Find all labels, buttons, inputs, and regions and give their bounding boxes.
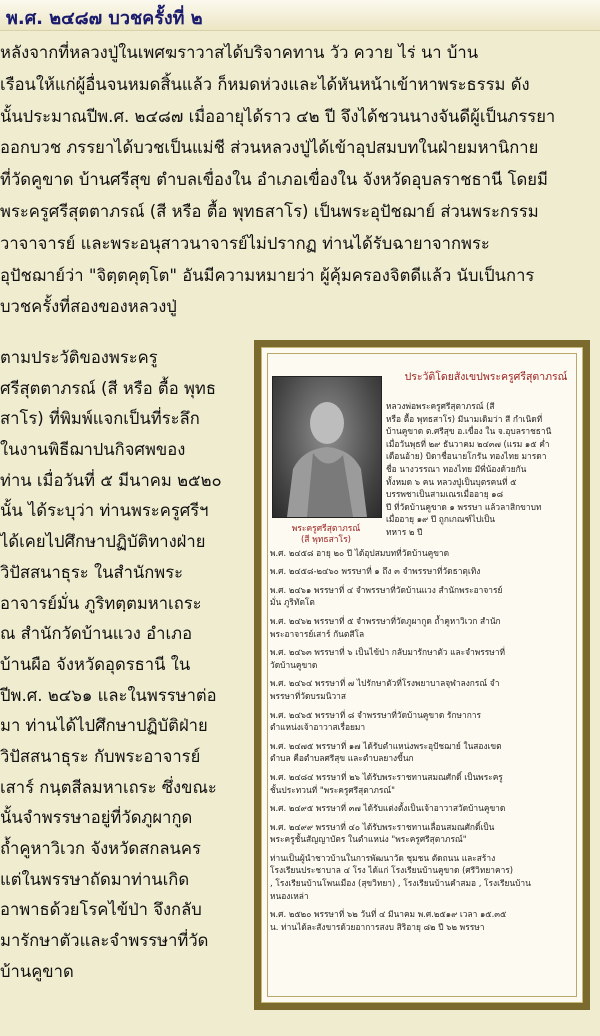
history-text-line: ปีพ.ศ. ๒๔๖๑ และในพรรษาต่อ [0, 685, 217, 705]
clipping-entry-line: พ.ศ. ๒๔๖๔ พรรษาที่ ๗ ไปรักษาตัวที่โรงพยาบาลจุฬาลงกรณ์ จำ [270, 678, 500, 689]
clipping-bio-line: ชื่อ นางวรรณา ทองไทย มีพี่น้องด้วยกัน [386, 463, 527, 474]
history-text-line: อาพาธด้วยโรคไข้ป่า จึงกลับ [0, 900, 202, 920]
clipping-entry-line: น. ท่านได้ละสังขารด้วยอาการสงบ สิริอายุ ๘๒ ปี ๖๒ พรรษา [270, 921, 485, 932]
clipping-bio-line: หรือ ตื้อ พุทธสาโร) มีนามเดิมว่า สี กำเนิดที่ [386, 413, 543, 424]
clipping-entry-line: พระอาจารย์เสาร์ กันตสีโล [270, 628, 365, 639]
clipping-bio-line: เมื่ออายุ ๑๙ ปี ถูกเกณฑ์ไปเป็น [386, 514, 496, 525]
history-text-line: ศรีสุตตาภรณ์ (สี หรือ ตื้อ พุทธ [0, 378, 216, 398]
clipping-entry-line: พ.ศ. ๒๔๕๘ อายุ ๒๐ ปี ได้อุปสมบทที่วัดบ้านคูขาด [270, 547, 450, 558]
intro-text-line: วาจาจารย์ และพระอนุสาวนาจารย์ไม่ปรากฏ ท่านได้รับฉายาจากพระ [0, 233, 490, 253]
clipping-entry-line: พ.ศ. ๒๔๗๕ พรรษาที่ ๑๗ ได้รับตำแหน่งพระอุปัชฌาย์ ในสองเขต [270, 740, 502, 751]
page-title: พ.ศ. ๒๔๘๗ บวชครั้งที่ ๒ [6, 8, 203, 29]
clipping-bio-line: บ้านคูขาด ต.ศรีสุข อ.เขื่อง ใน จ.อุบลราชธานี [386, 426, 552, 437]
history-text-line: ตามประวัติของพระครู [0, 348, 158, 367]
clipping-entry-line: พ.ศ. ๒๔๖๓ พรรษาที่ ๖ เป็นไข้ป่า กลับมารักษาตัว และจำพรรษาที่ [270, 647, 506, 658]
intro-text-line: ออกบวช ภรรยาได้บวชเป็นแม่ชี ส่วนหลวงปู่ได้เข้าอุปสมบทในฝ่ายมหานิกาย [0, 138, 539, 158]
clipping-bio-line: เมื่อวันพุธที่ ๒๙ ธันวาคม ๒๔๓๗ (แรม ๑๕ ค่ำ [386, 438, 550, 449]
intro-text-line: นั้นประมาณปีพ.ศ. ๒๔๘๗ เมื่ออายุได้ราว ๔๒ ปี จึงได้ชวนนางจันดีผู้เป็นภรรยา [0, 106, 556, 126]
clipping-entry-line: พระครูชั้นสัญญาบัตร ในตำแหน่ง "พระครูศรีสุตาภรณ์" [270, 834, 467, 845]
history-text-line: เสาร์ กนฺตสีลมหาเถระ ซึ่งขณะ [0, 777, 217, 797]
intro-text-line: เรือนให้แก่ผู้อื่นจนหมดสิ้นแล้ว ก็หมดห่วงและได้หันหน้าเข้าหาพระธรรม ดัง [0, 74, 530, 94]
clipping-entry-line: ท่านเป็นผู้นำชาวบ้านในการพัฒนาวัด ชุมชน ตัดถนน และสร้าง [270, 852, 496, 863]
history-text-line: มา ท่านได้ไปศึกษาปฏิบัติฝ่าย [0, 716, 208, 736]
clipping-entry-line: พ.ศ. ๒๔๘๔ พรรษาที่ ๒๖ ได้รับพระราชทานสมณศักดิ์ เป็นพระครู [270, 771, 503, 782]
history-text-line: วิปัสสนาธุระ กับพระอาจารย์ [0, 746, 201, 766]
history-text-line: สาโร) ที่พิมพ์แจกเป็นที่ระลึก [0, 409, 200, 429]
clipping-entry-line: พ.ศ. ๒๔๖๕ พรรษาที่ ๘ จำพรรษาที่วัดบ้านคูขาด รักษาการ [270, 709, 481, 720]
clipping-entry-line: หนองเหล่า [270, 890, 309, 901]
clipping-entry-line: วัดบ้านคูขาด [270, 659, 318, 670]
clipping-entry-line: มั่น ภูริทัตโต [270, 597, 315, 608]
clipping-entry-line: โรงเรียนประชาบาล ๔ โรง ได้แก่ โรงเรียนบ้านคูขาด (ศรีวิทยาคาร) [270, 865, 514, 876]
portrait-caption-subname: (สี พุทธสาโร) [300, 535, 351, 545]
clipping-entry-line: พ.ศ. ๒๕๒๐ พรรษาที่ ๖๒ วันที่ ๔ มีนาคม พ.ศ.๒๕๑๙ เวลา ๑๕.๓๕ [270, 909, 507, 920]
portrait-caption-name: พระครูศรีสุตาภรณ์ [291, 524, 361, 534]
history-text-line: นั้น ได้ระบุว่า ท่านพระครูศรีฯ [0, 501, 209, 521]
clipping-bio-line: ทั้งหมด ๖ คน หลวงปู่เป็นบุตรคนที่ ๕ [386, 476, 517, 487]
history-paragraph [0, 343, 250, 987]
history-text-line: บ้านผือ จังหวัดอุดรธานี ใน [0, 654, 191, 674]
intro-text-line: พระครูศรีสุตตาภรณ์ (สี หรือ ตื้อ พุทธสาโร) เป็นพระอุปัชฌาย์ ส่วนพระกรรม [0, 201, 539, 221]
history-text-line: บ้านคูขาด [0, 961, 74, 981]
history-text-line: ถ้ำคูหาวิเวก จังหวัดสกลนคร [0, 839, 201, 858]
history-text-line: วิปัสสนาธุระ ในสำนักพระ [0, 562, 184, 582]
clipping-text [270, 400, 582, 933]
intro-text-line: ที่วัดคูขาด บ้านศรีสุข ตำบลเขื่องใน อำเภอเขื่องใน จังหวัดอุบลราชธานี โดยมี [0, 170, 548, 190]
clipping-entry-line: ชั้นประทวนที่ "พระครูศรีสุตาภรณ์" [270, 784, 396, 795]
clipping-entry-line: พ.ศ. ๒๔๖๑ พรรษาที่ ๔ จำพรรษาที่วัดบ้านแวง สำนักพระอาจารย์ [270, 584, 503, 595]
clipping-inner-frame [267, 353, 577, 997]
history-text-line: แต่ในพรรษาถัดมาท่านเกิด [0, 869, 190, 889]
clipping-entry-line: พ.ศ. ๒๔๙๕ พรรษาที่ ๓๗ ได้รับแต่งตั้งเป็นเจ้าอาวาสวัดบ้านคูขาด [270, 803, 506, 814]
clipping-entry-line: พ.ศ. ๒๔๙๙ พรรษาที่ ๔๐ ได้รับพระราชทานเลื่อนสมณศักดิ์เป็น [270, 821, 495, 832]
history-text-line: อาจารย์มั่น ภูริทตฺตมหาเถระ [0, 593, 202, 613]
clipping-entry-line: พ.ศ. ๒๔๕๘-๒๔๖๐ พรรษาที่ ๑ ถึง ๓ จำพรรษาที่วัดธาตุเทิง [270, 566, 481, 577]
history-text-line: ในงานพิธีฌาปนกิจศพของ [0, 440, 186, 460]
history-text-line: มารักษาตัวและจำพรรษาที่วัด [0, 931, 209, 951]
clipping-title: ประวัติโดยสังเขปพระครูศรีสุตาภรณ์ [404, 371, 568, 383]
clipping-entry-line: ตำแหน่งเจ้าอาวาสเรื่อยมา [270, 722, 366, 733]
intro-text-line: บวชครั้งที่สองของหลวงปู่ [0, 297, 177, 317]
clipping-bio-line: ทหาร ๒ ปี [386, 526, 423, 537]
page-header [0, 0, 600, 31]
clipping-entry-line: พรรษาที่วัดบรมนิวาส [270, 690, 346, 701]
history-text-line: ได้เคยไปศึกษาปฏิบัติทางฝ่าย [0, 532, 206, 552]
clipping-entry-line: , โรงเรียนบ้านโพนเมือง (สุขวิทยา) , โรงเรียนบ้านคำสมอ , โรงเรียนบ้าน [270, 878, 531, 889]
clipping-bio [386, 400, 582, 539]
history-text-line: ท่าน เมื่อวันที่ ๕ มีนาคม ๒๕๒๐ [0, 470, 222, 490]
clipping-bio-line: เดือนอ้าย) บิดาชื่อนายโกรัน ทองไทย มารดา [386, 451, 547, 462]
clipping-bio-line: หลวงพ่อพระครูศรีสุตาภรณ์ (สี [386, 401, 495, 411]
intro-paragraph [0, 37, 600, 323]
clipping-bio-line: ปี ที่วัดบ้านคูขาด ๑ พรรษา แล้วลาสิกขาบท [386, 501, 542, 512]
intro-text-line: อุปัชฌาย์ว่า "จิตฺตคุตฺโต" อันมีความหมายว่า ผู้คุ้มครองจิตดีแล้ว นับเป็นการ [0, 265, 535, 285]
history-text-line: นั้นจำพรรษาอยู่ที่วัดภูผากูด [0, 808, 193, 828]
clipping-entry-line: พ.ศ. ๒๔๖๒ พรรษาที่ ๕ จำพรรษาที่วัดภูผากูด ถ้ำคูหาวิเวก สำนัก [270, 615, 501, 626]
biography-clipping [254, 340, 590, 1010]
clipping-bio-line: บรรพชาเป็นสามเณรเมื่ออายุ ๑๘ [386, 489, 504, 500]
history-text-line: ณ สำนักวัดบ้านแวง อำเภอ [0, 624, 193, 644]
intro-text-line: หลังจากที่หลวงปู่ในเพศฆราวาสได้บริจาคทาน วัว ควาย ไร่ นา บ้าน [0, 43, 479, 62]
clipping-entry-line: ตำบล คือตำบลศรีสุข และตำบลยางขี้นก [270, 753, 414, 764]
